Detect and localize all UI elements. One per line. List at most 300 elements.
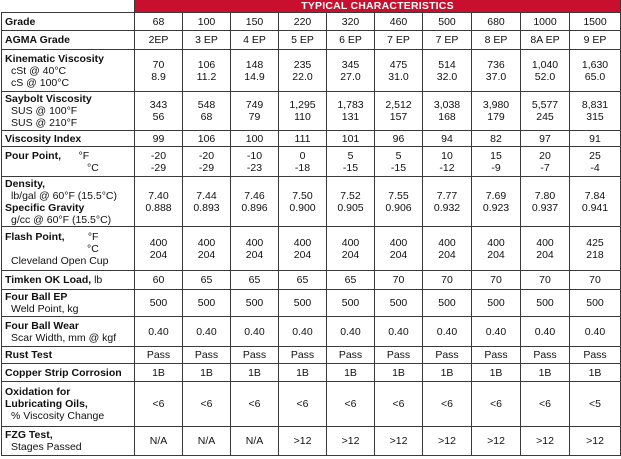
cell-value: 7.77: [436, 189, 458, 202]
cell-flash-680: [472, 227, 521, 271]
cell-fourball_ep-500: [423, 290, 472, 317]
cell-value: 110: [294, 111, 311, 123]
cell-value: 0.905: [337, 201, 364, 214]
cell-fourball_ep-100: [183, 290, 231, 317]
cell-value: 65: [200, 274, 213, 286]
cell-flash-1500: [570, 227, 621, 271]
cell-timken-500: [423, 271, 472, 290]
cell-grade-1500: [570, 13, 621, 31]
cell-value: 0.40: [388, 325, 409, 338]
cell-flash-320: [327, 227, 375, 271]
cell-value: 1,630: [581, 58, 609, 71]
cell-fourball_ep-320: [327, 290, 375, 317]
cell-value: 7.40: [148, 189, 169, 202]
cell-value: 27.0: [340, 70, 361, 83]
cell-value: 400: [389, 236, 408, 249]
cell-value: 7.50: [292, 189, 313, 202]
row-label-agma: [2, 31, 135, 50]
cell-flash-150: [231, 227, 279, 271]
cell-value: 1B: [489, 366, 503, 379]
row-label-line: Specific Gravity: [5, 201, 85, 214]
row-label-units: °F: [64, 230, 99, 243]
cell-agma-500: [423, 31, 472, 50]
cell-value: 0.40: [340, 325, 361, 338]
cell-saybolt-460: [375, 92, 423, 131]
cell-value: -4: [590, 161, 600, 174]
cell-value: 4 EP: [243, 34, 266, 46]
cell-kinematic-1500: [570, 50, 621, 92]
row-label-line: Saybolt Viscosity: [5, 93, 92, 105]
cell-value: 0.40: [584, 325, 606, 338]
footer-note: [70, 452, 590, 459]
row-label-line: Copper Strip Corrosion: [5, 366, 122, 379]
cell-density-460: [375, 177, 423, 227]
cell-agma-68: [135, 31, 183, 50]
cell-value: 82: [490, 132, 502, 145]
cell-flash-1000: [521, 227, 570, 271]
cell-value: 1B: [200, 366, 213, 379]
row-label-line: °C: [87, 242, 99, 255]
cell-value: 25: [589, 149, 601, 162]
row-label-line: [5, 150, 132, 162]
cell-value: 204: [487, 248, 505, 261]
cell-value: 1B: [152, 366, 165, 379]
cell-value: 3,038: [433, 99, 461, 111]
cell-pour-1000: [521, 147, 570, 177]
cell-value: 1B: [296, 366, 309, 379]
cell-rust-1500: [570, 347, 621, 364]
cell-value: 548: [197, 99, 216, 111]
cell-value: <6: [344, 398, 357, 410]
cell-value: 1B: [538, 366, 552, 379]
cell-saybolt-320: [327, 92, 375, 131]
cell-value: 6 EP: [339, 34, 362, 46]
cell-value: 14.9: [244, 70, 265, 83]
cell-pour-100: [183, 147, 231, 177]
row-label-bold: Pour Point,: [5, 149, 61, 162]
cell-value: Pass: [194, 349, 219, 361]
cell-value: 204: [245, 248, 264, 261]
cell-value: -12: [439, 161, 455, 174]
cell-value: 0.888: [145, 201, 172, 214]
cell-grade-150: [231, 13, 279, 31]
cell-agma-460: [375, 31, 423, 50]
cell-value: 31.0: [388, 70, 409, 83]
cell-density-320: [327, 177, 375, 227]
cell-fourball_wear-1500: [570, 317, 621, 347]
cell-value: 52.0: [534, 70, 556, 83]
cell-value: <6: [490, 398, 502, 410]
cell-saybolt-500: [423, 92, 472, 131]
cell-copper-680: [472, 364, 521, 382]
cell-value: 99: [152, 132, 165, 145]
cell-agma-1500: [570, 31, 621, 50]
cell-copper-320: [327, 364, 375, 382]
cell-value: 15: [490, 149, 502, 162]
cell-kinematic-1000: [521, 50, 570, 92]
cell-saybolt-220: [279, 92, 327, 131]
cell-kinematic-500: [423, 50, 472, 92]
cell-value: 1,295: [289, 99, 316, 111]
cell-value: 204: [438, 248, 456, 261]
cell-value: 9 EP: [583, 34, 607, 46]
cell-value: N/A: [197, 435, 216, 447]
cell-value: 736: [487, 58, 505, 71]
cell-pour-1500: [570, 147, 621, 177]
cell-value: -23: [246, 161, 263, 174]
cell-vi-220: [279, 131, 327, 147]
row-label-line: [5, 274, 132, 286]
cell-value: 7.52: [340, 189, 361, 202]
cell-fourball_ep-68: [135, 290, 183, 317]
cell-value: 0.923: [482, 201, 510, 214]
cell-value: 0.40: [292, 325, 313, 338]
cell-grade-460: [375, 13, 423, 31]
cell-value: 500: [149, 297, 168, 309]
row-label-line: SUS @ 100°F: [11, 105, 78, 117]
row-label-line: Grade: [5, 15, 36, 28]
cell-value: 204: [341, 248, 360, 261]
cell-fourball_wear-68: [135, 317, 183, 347]
cell-value: 106: [197, 132, 216, 145]
cell-value: 111: [294, 132, 311, 145]
cell-value: Pass: [242, 349, 267, 361]
cell-vi-680: [472, 131, 521, 147]
cell-rust-68: [135, 347, 183, 364]
row-label-line: % Viscosity Change: [11, 410, 105, 422]
cell-value: 7.69: [485, 189, 507, 202]
cell-value: 100: [245, 132, 264, 145]
cell-value: 218: [586, 248, 604, 261]
cell-grade-220: [279, 13, 327, 31]
cell-value: -15: [342, 161, 359, 174]
cell-oxidation-500: [423, 382, 472, 427]
cell-value: 68: [152, 15, 165, 28]
cell-value: >12: [389, 435, 408, 447]
cell-value: 204: [536, 248, 554, 261]
table-row-flash: [2, 227, 621, 271]
row-label-bold: Timken OK Load,: [5, 274, 92, 286]
cell-vi-320: [327, 131, 375, 147]
cell-value: 94: [441, 132, 453, 145]
cell-value: 500: [438, 15, 456, 28]
table-body: [2, 13, 621, 456]
cell-kinematic-100: [183, 50, 231, 92]
cell-value: Pass: [146, 349, 171, 361]
cell-pour-150: [231, 147, 279, 177]
cell-value: <6: [248, 398, 261, 410]
cell-value: 1B: [440, 366, 454, 379]
cell-value: Pass: [290, 349, 315, 361]
cell-value: 7 EP: [435, 34, 459, 46]
row-label-line: AGMA Grade: [5, 34, 70, 46]
row-label-line: Density,: [5, 177, 46, 190]
cell-value: 204: [197, 248, 216, 261]
cell-flash-220: [279, 227, 327, 271]
cell-value: 500: [245, 297, 264, 309]
table-row-rust: [2, 347, 621, 364]
cell-pour-320: [327, 147, 375, 177]
row-label-line: Weld Point, kg: [11, 303, 79, 315]
cell-rust-460: [375, 347, 423, 364]
cell-copper-460: [375, 364, 423, 382]
cell-value: <5: [589, 398, 601, 410]
cell-value: 7.80: [534, 189, 556, 202]
cell-value: 70: [539, 274, 551, 286]
cell-value: 514: [438, 58, 456, 71]
cell-fourball_wear-460: [375, 317, 423, 347]
cell-value: 0: [299, 149, 306, 162]
cell-value: <6: [539, 398, 551, 410]
cell-value: 315: [586, 111, 604, 123]
cell-timken-460: [375, 271, 423, 290]
cell-kinematic-220: [279, 50, 327, 92]
cell-value: 8.9: [151, 70, 166, 83]
row-label-units: lb: [91, 274, 103, 286]
cell-grade-320: [327, 13, 375, 31]
cell-value: N/A: [149, 435, 168, 447]
cell-value: 8,831: [581, 99, 609, 111]
cell-value: >12: [438, 435, 456, 447]
cell-value: 0.937: [531, 201, 559, 214]
cell-vi-500: [423, 131, 472, 147]
cell-rust-220: [279, 347, 327, 364]
cell-value: 70: [490, 274, 502, 286]
cell-rust-1000: [521, 347, 570, 364]
cell-value: 1B: [248, 366, 261, 379]
row-label-fourball_wear: [2, 317, 135, 347]
cell-value: 179: [487, 111, 505, 123]
cell-density-150: [231, 177, 279, 227]
row-label-line: FZG Test,: [5, 429, 53, 441]
cell-value: 65: [344, 274, 357, 286]
cell-grade-68: [135, 13, 183, 31]
cell-value: 8A EP: [530, 34, 560, 46]
cell-value: 400: [487, 236, 505, 249]
row-label-bold: Flash Point,: [5, 230, 65, 243]
cell-oxidation-320: [327, 382, 375, 427]
cell-density-68: [135, 177, 183, 227]
cell-oxidation-1500: [570, 382, 621, 427]
cell-kinematic-460: [375, 50, 423, 92]
cell-density-1000: [521, 177, 570, 227]
cell-pour-680: [472, 147, 521, 177]
cell-value: 0.40: [148, 325, 169, 338]
row-label-line: Four Ball EP: [5, 291, 68, 303]
cell-value: Pass: [484, 349, 508, 361]
cell-value: -7: [540, 161, 550, 174]
cell-vi-150: [231, 131, 279, 147]
cell-kinematic-68: [135, 50, 183, 92]
cell-value: 680: [487, 15, 505, 28]
cell-value: Pass: [583, 349, 607, 361]
cell-copper-500: [423, 364, 472, 382]
cell-value: 5: [395, 149, 402, 162]
header-blank-cell: [2, 0, 135, 13]
cell-value: 0.40: [196, 325, 217, 338]
cell-oxidation-150: [231, 382, 279, 427]
cell-value: Pass: [435, 349, 459, 361]
row-label-line: lb/gal @ 60°F (15.5°C): [11, 189, 118, 202]
cell-value: <6: [441, 398, 453, 410]
row-label-rust: [2, 347, 135, 364]
cell-flash-460: [375, 227, 423, 271]
row-label-line: Stages Passed: [11, 441, 82, 453]
table-row-saybolt: [2, 92, 621, 131]
cell-value: 97: [539, 132, 551, 145]
cell-value: 1,783: [337, 99, 364, 111]
cell-kinematic-680: [472, 50, 521, 92]
cell-value: 0.941: [581, 201, 609, 214]
cell-value: 96: [392, 132, 405, 145]
cell-copper-150: [231, 364, 279, 382]
cell-value: 500: [586, 297, 604, 309]
table-row-copper: [2, 364, 621, 382]
cell-value: 320: [341, 15, 360, 28]
row-label-units: °F: [61, 149, 90, 162]
cell-grade-680: [472, 13, 521, 31]
cell-value: 91: [589, 132, 601, 145]
cell-value: 400: [245, 236, 264, 249]
cell-timken-150: [231, 271, 279, 290]
cell-pour-500: [423, 147, 472, 177]
row-label-line: g/cc @ 60°F (15.5°C): [11, 213, 112, 226]
cell-value: -9: [491, 161, 501, 174]
row-label-line: Rust Test: [5, 349, 53, 361]
cell-timken-320: [327, 271, 375, 290]
row-label-line: °C: [87, 161, 99, 174]
cell-value: 70: [392, 274, 405, 286]
row-label-timken: [2, 271, 135, 290]
cell-kinematic-320: [327, 50, 375, 92]
cell-value: 168: [438, 111, 456, 123]
cell-value: >12: [293, 435, 312, 447]
cell-copper-68: [135, 364, 183, 382]
row-label-grade: [2, 13, 135, 31]
table-row-agma: [2, 31, 621, 50]
cell-fourball_ep-1500: [570, 290, 621, 317]
cell-saybolt-1000: [521, 92, 570, 131]
table-header-title: TYPICAL CHARACTERISTICS: [135, 0, 621, 13]
cell-vi-1500: [570, 131, 621, 147]
cell-timken-68: [135, 271, 183, 290]
cell-fourball_ep-150: [231, 290, 279, 317]
cell-value: <6: [200, 398, 213, 410]
table-row-oxidation: [2, 382, 621, 427]
cell-saybolt-1500: [570, 92, 621, 131]
cell-agma-1000: [521, 31, 570, 50]
cell-agma-220: [279, 31, 327, 50]
cell-saybolt-100: [183, 92, 231, 131]
cell-value: 500: [341, 297, 360, 309]
cell-value: 70: [589, 274, 601, 286]
cell-flash-500: [423, 227, 472, 271]
row-label-line: cSt @ 40°C: [11, 64, 67, 77]
cell-value: 79: [248, 111, 261, 123]
cell-value: Pass: [386, 349, 411, 361]
cell-value: 500: [438, 297, 456, 309]
cell-copper-1500: [570, 364, 621, 382]
cell-timken-1000: [521, 271, 570, 290]
cell-value: 1B: [392, 366, 405, 379]
cell-fourball_wear-220: [279, 317, 327, 347]
cell-value: 0.900: [289, 201, 316, 214]
cell-value: 100: [197, 15, 216, 28]
cell-value: 0.40: [244, 325, 265, 338]
cell-grade-1000: [521, 13, 570, 31]
cell-value: -10: [246, 149, 263, 162]
cell-kinematic-150: [231, 50, 279, 92]
cell-value: 157: [389, 111, 408, 123]
row-label-line: Oxidation for: [5, 386, 71, 398]
row-label-line: cS @ 100°C: [11, 76, 70, 89]
cell-rust-100: [183, 347, 231, 364]
cell-vi-460: [375, 131, 423, 147]
cell-value: 5,577: [531, 99, 559, 111]
cell-saybolt-150: [231, 92, 279, 131]
row-label-line: Four Ball Wear: [5, 319, 79, 332]
row-label-vi: [2, 131, 135, 147]
cell-saybolt-680: [472, 92, 521, 131]
table-row-timken: [2, 271, 621, 290]
cell-value: <6: [296, 398, 309, 410]
cell-rust-320: [327, 347, 375, 364]
cell-value: 11.2: [196, 70, 217, 83]
cell-rust-680: [472, 347, 521, 364]
cell-value: >12: [586, 435, 604, 447]
cell-oxidation-460: [375, 382, 423, 427]
cell-saybolt-68: [135, 92, 183, 131]
cell-value: 70: [441, 274, 453, 286]
cell-value: 65.0: [584, 70, 606, 83]
cell-value: -20: [150, 149, 167, 162]
cell-value: 150: [245, 15, 264, 28]
cell-fourball_ep-1000: [521, 290, 570, 317]
cell-oxidation-68: [135, 382, 183, 427]
cell-value: 56: [152, 111, 165, 123]
cell-agma-100: [183, 31, 231, 50]
cell-value: 749: [245, 99, 264, 111]
cell-value: 7.46: [244, 189, 265, 202]
table-row-grade: [2, 13, 621, 31]
cell-value: 400: [293, 236, 312, 249]
cell-value: 343: [149, 99, 168, 111]
cell-value: 5: [347, 149, 354, 162]
cell-value: 10: [441, 149, 453, 162]
cell-vi-1000: [521, 131, 570, 147]
cell-value: 245: [536, 111, 554, 123]
cell-value: >12: [536, 435, 554, 447]
cell-density-220: [279, 177, 327, 227]
row-label-line: Lubricating Oils,: [5, 398, 88, 410]
cell-oxidation-680: [472, 382, 521, 427]
cell-value: 220: [293, 15, 312, 28]
row-label-line: SUS @ 210°F: [11, 117, 78, 129]
cell-value: 0.40: [436, 325, 458, 338]
cell-value: 65: [248, 274, 261, 286]
cell-timken-1500: [570, 271, 621, 290]
cell-value: >12: [487, 435, 505, 447]
cell-pour-220: [279, 147, 327, 177]
cell-value: 500: [487, 297, 505, 309]
cell-value: 0.40: [534, 325, 556, 338]
cell-pour-68: [135, 147, 183, 177]
row-label-line: Cleveland Open Cup: [11, 254, 109, 267]
cell-oxidation-100: [183, 382, 231, 427]
cell-value: 106: [197, 58, 216, 71]
table-row-fourball_ep: [2, 290, 621, 317]
cell-copper-220: [279, 364, 327, 382]
